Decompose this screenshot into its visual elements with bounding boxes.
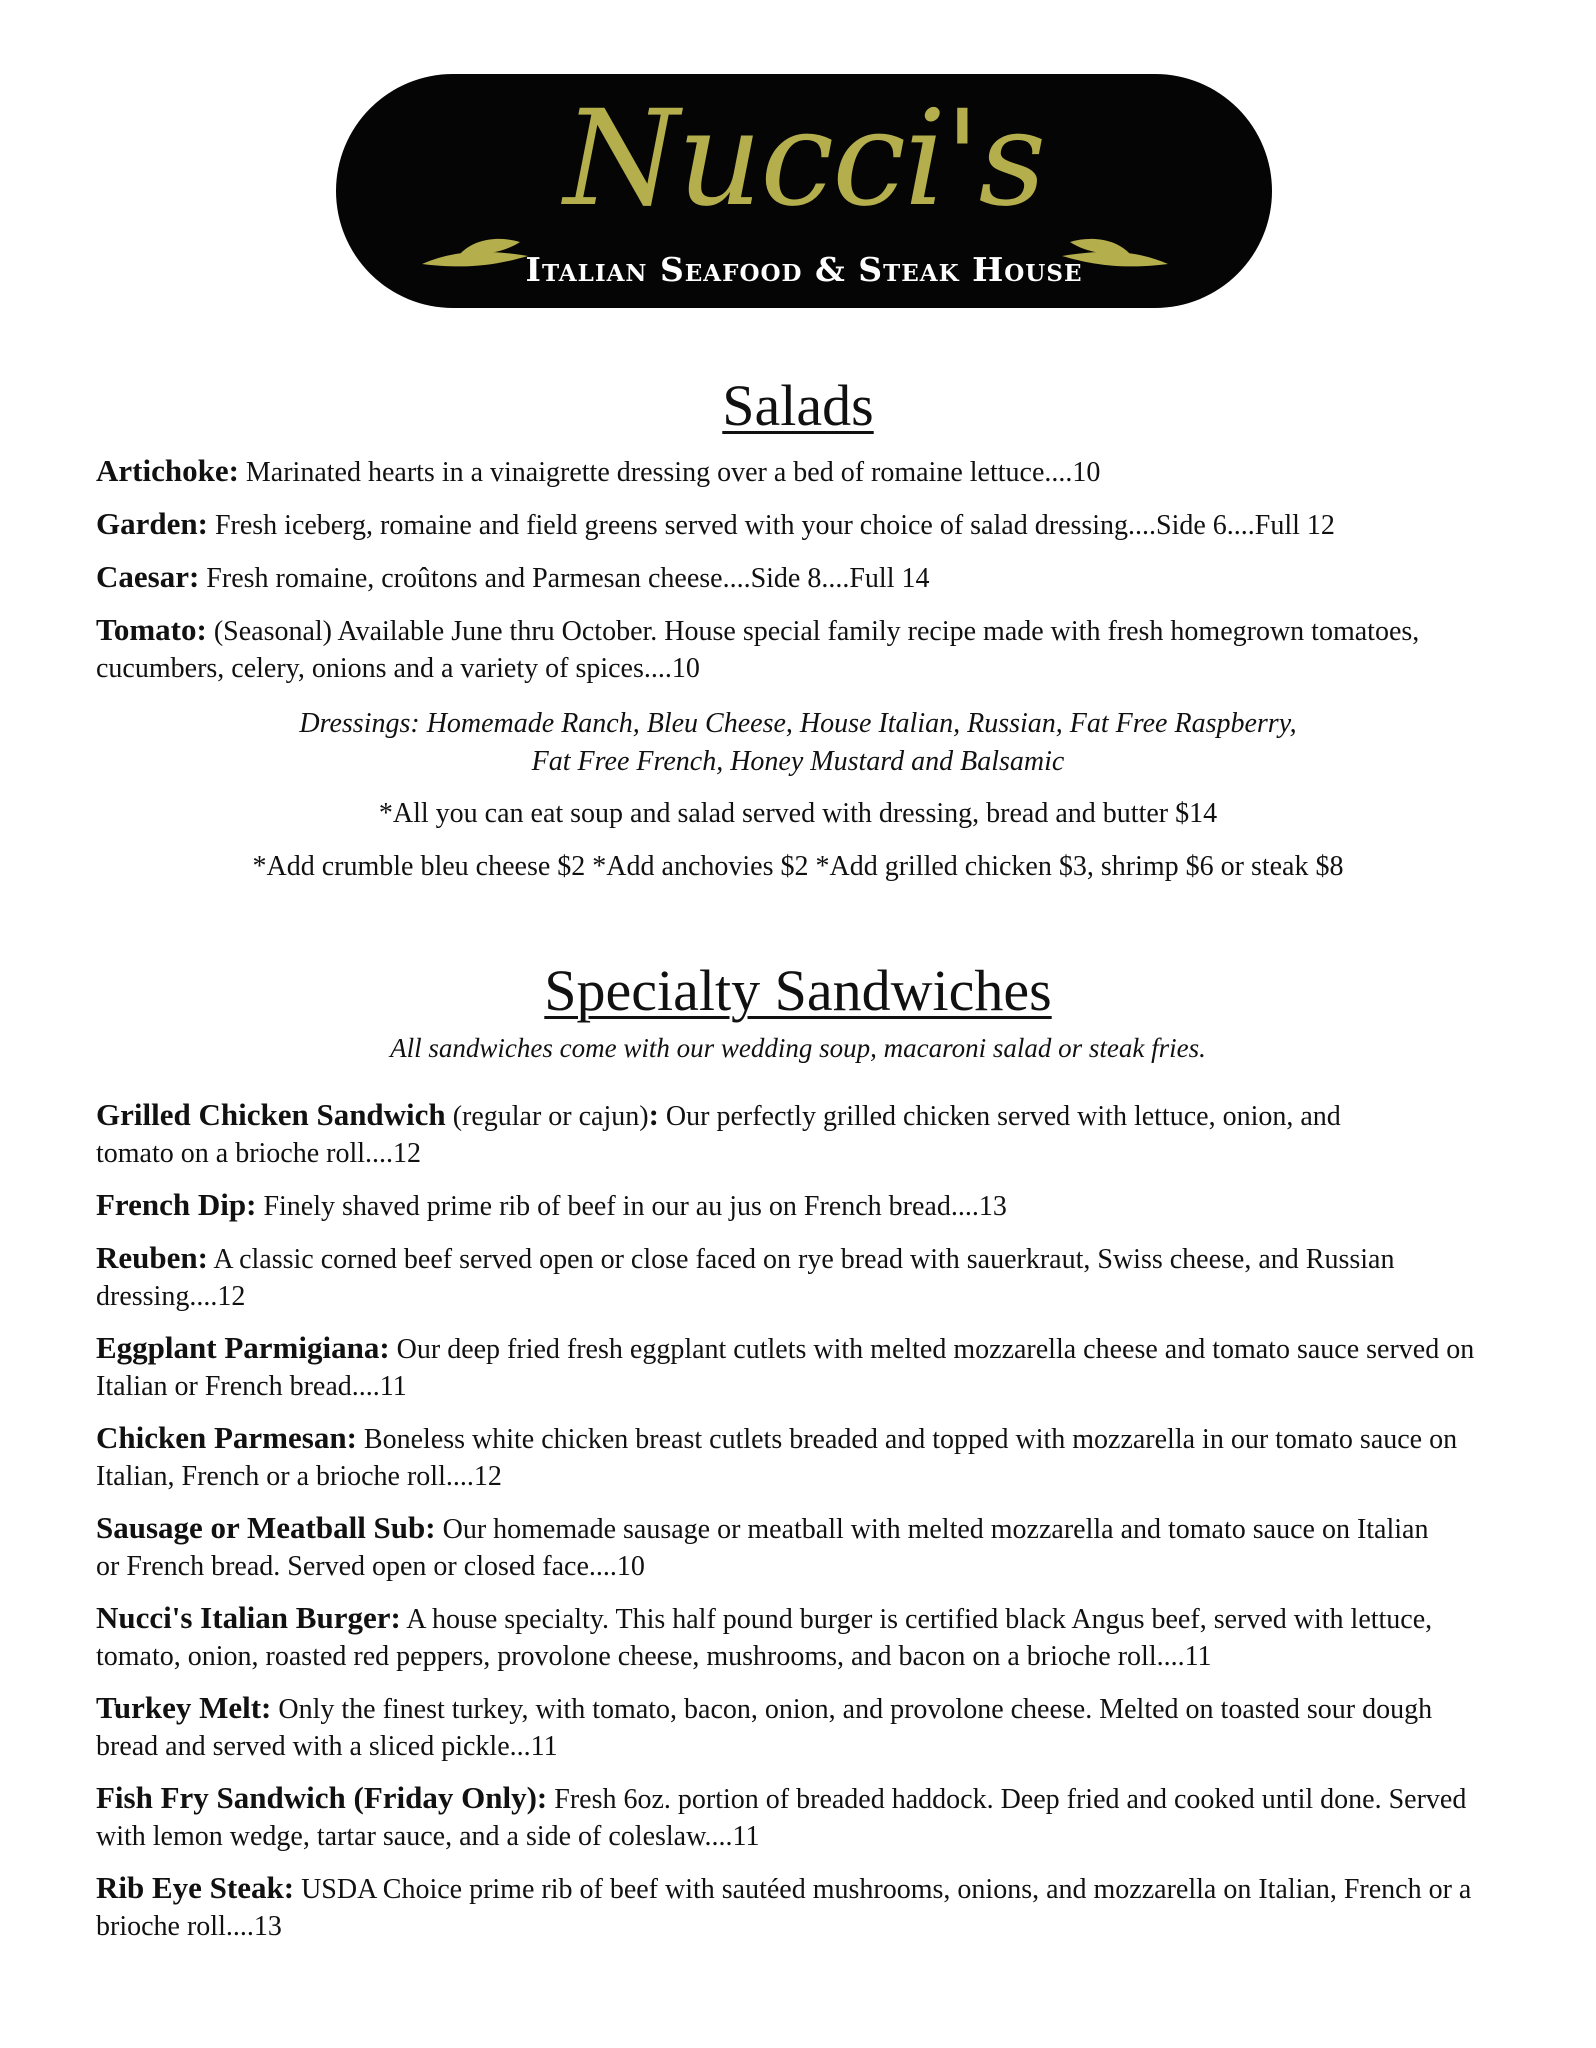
menu-item-description: A classic corned beef served open or close faced on rye bread with sauerkraut, Swiss cheese, and Russian dressing....12 <box>96 1244 1395 1312</box>
menu-item-description: Only the finest turkey, with tomato, bacon, onion, and provolone cheese. Melted on toasted sour dough bread and served with a sliced pickle...11 <box>96 1694 1433 1762</box>
restaurant-logo <box>336 74 1272 308</box>
menu-item <box>96 1186 1516 1225</box>
soup-salad-note: *All you can eat soup and salad served with dressing, bread and butter $14 <box>378 798 1218 829</box>
menu-item <box>96 1869 1516 1945</box>
menu-item-description: Finely shaved prime rib of beef in our au jus on French bread....13 <box>263 1191 1007 1222</box>
menu-item-name: Sausage or Meatball Sub: <box>96 1510 436 1545</box>
menu-item <box>96 1419 1476 1495</box>
menu-item-name: Grilled Chicken Sandwich <box>96 1097 446 1132</box>
menu-item-name: Artichoke: <box>96 453 239 488</box>
menu-item <box>96 1599 1456 1675</box>
menu-item-name: Garden: <box>96 506 208 541</box>
menu-item-description: Boneless white chicken breast cutlets breaded and topped with mozzarella in our tomato sauce on Italian, French or a brioche roll....12 <box>96 1424 1458 1492</box>
menu-item-description: Fresh 6oz. portion of breaded haddock. Deep fried and cooked until done. Served with lemon wedge, tartar sauce, and a side of coleslaw....11 <box>96 1784 1467 1852</box>
dressings-line-1: Dressings: Homemade Ranch, Bleu Cheese, House Italian, Russian, Fat Free Raspberry, <box>299 708 1297 739</box>
sandwich-list <box>96 1096 1516 1959</box>
menu-item-description: Marinated hearts in a vinaigrette dressing over a bed of romaine lettuce....10 <box>245 457 1101 488</box>
menu-item-name: Tomato: <box>96 612 207 647</box>
menu-item-description: USDA Choice prime rib of beef with sautéed mushrooms, onions, and mozzarella on Italian, French or a brioche roll....13 <box>96 1874 1472 1942</box>
dressings-note <box>0 705 1596 781</box>
menu-item-description: Fresh romaine, croûtons and Parmesan cheese....Side 8....Full 14 <box>206 563 930 594</box>
menu-item-name: Caesar: <box>96 559 200 594</box>
sandwiches-subtitle: All sandwiches come with our wedding soup, macaroni salad or steak fries. <box>390 1033 1206 1063</box>
menu-item-description: Our perfectly grilled chicken served with lettuce, onion, and tomato on a brioche roll....12 <box>96 1101 1341 1169</box>
menu-item-name: French Dip: <box>96 1187 257 1222</box>
menu-item <box>96 558 1516 597</box>
menu-item-description: A house specialty. This half pound burger is certified black Angus beef, served with lettuce, tomato, onion, roasted red peppers, provolone cheese, mushrooms, and bacon on a brioche roll....11 <box>96 1604 1433 1672</box>
menu-item <box>96 1096 1396 1172</box>
menu-item-name: Turkey Melt: <box>96 1690 272 1725</box>
menu-item-name: Reuben: <box>96 1240 208 1275</box>
menu-item <box>96 1239 1396 1315</box>
dressings-line-2: Fat Free French, Honey Mustard and Balsamic <box>531 746 1065 777</box>
logo-script-name: Nucci's <box>563 82 1045 236</box>
menu-item <box>96 1509 1456 1585</box>
menu-item-name: Fish Fry Sandwich (Friday Only): <box>96 1780 548 1815</box>
menu-item-colon: : <box>648 1097 659 1132</box>
menu-item-description: Our homemade sausage or meatball with melted mozzarella and tomato sauce on Italian or French bread. Served open or closed face....10 <box>96 1514 1429 1582</box>
menu-item-name: Chicken Parmesan: <box>96 1420 357 1455</box>
menu-item-description: Fresh iceberg, romaine and field greens served with your choice of salad dressing....Side 6....Full 12 <box>214 510 1335 541</box>
addons-note: *Add crumble bleu cheese $2 *Add anchovies $2 *Add grilled chicken $3, shrimp $6 or steak $8 <box>252 851 1344 882</box>
sandwiches-title: Specialty Sandwiches <box>544 958 1052 1023</box>
salads-title: Salads <box>722 373 874 438</box>
menu-item-description: (Seasonal) Available June thru October. House special family recipe made with fresh homegrown tomatoes, cucumbers, celery, onions and a variety of spices....10 <box>96 616 1420 684</box>
menu-item <box>96 1329 1476 1405</box>
logo-subtitle: Italian Seafood & Steak House <box>525 250 1083 289</box>
salad-list <box>96 452 1516 701</box>
menu-item <box>96 452 1516 491</box>
menu-item-name: Eggplant Parmigiana: <box>96 1330 390 1365</box>
menu-item-name: Nucci's Italian Burger: <box>96 1600 401 1635</box>
menu-item <box>96 611 1516 687</box>
menu-item <box>96 1689 1476 1765</box>
menu-item <box>96 505 1516 544</box>
menu-item-name: Rib Eye Steak: <box>96 1870 295 1905</box>
menu-item <box>96 1779 1516 1855</box>
menu-item-description: Our deep fried fresh eggplant cutlets with melted mozzarella cheese and tomato sauce served on Italian or French bread....11 <box>96 1334 1475 1402</box>
menu-item-qualifier: (regular or cajun) <box>452 1101 649 1132</box>
